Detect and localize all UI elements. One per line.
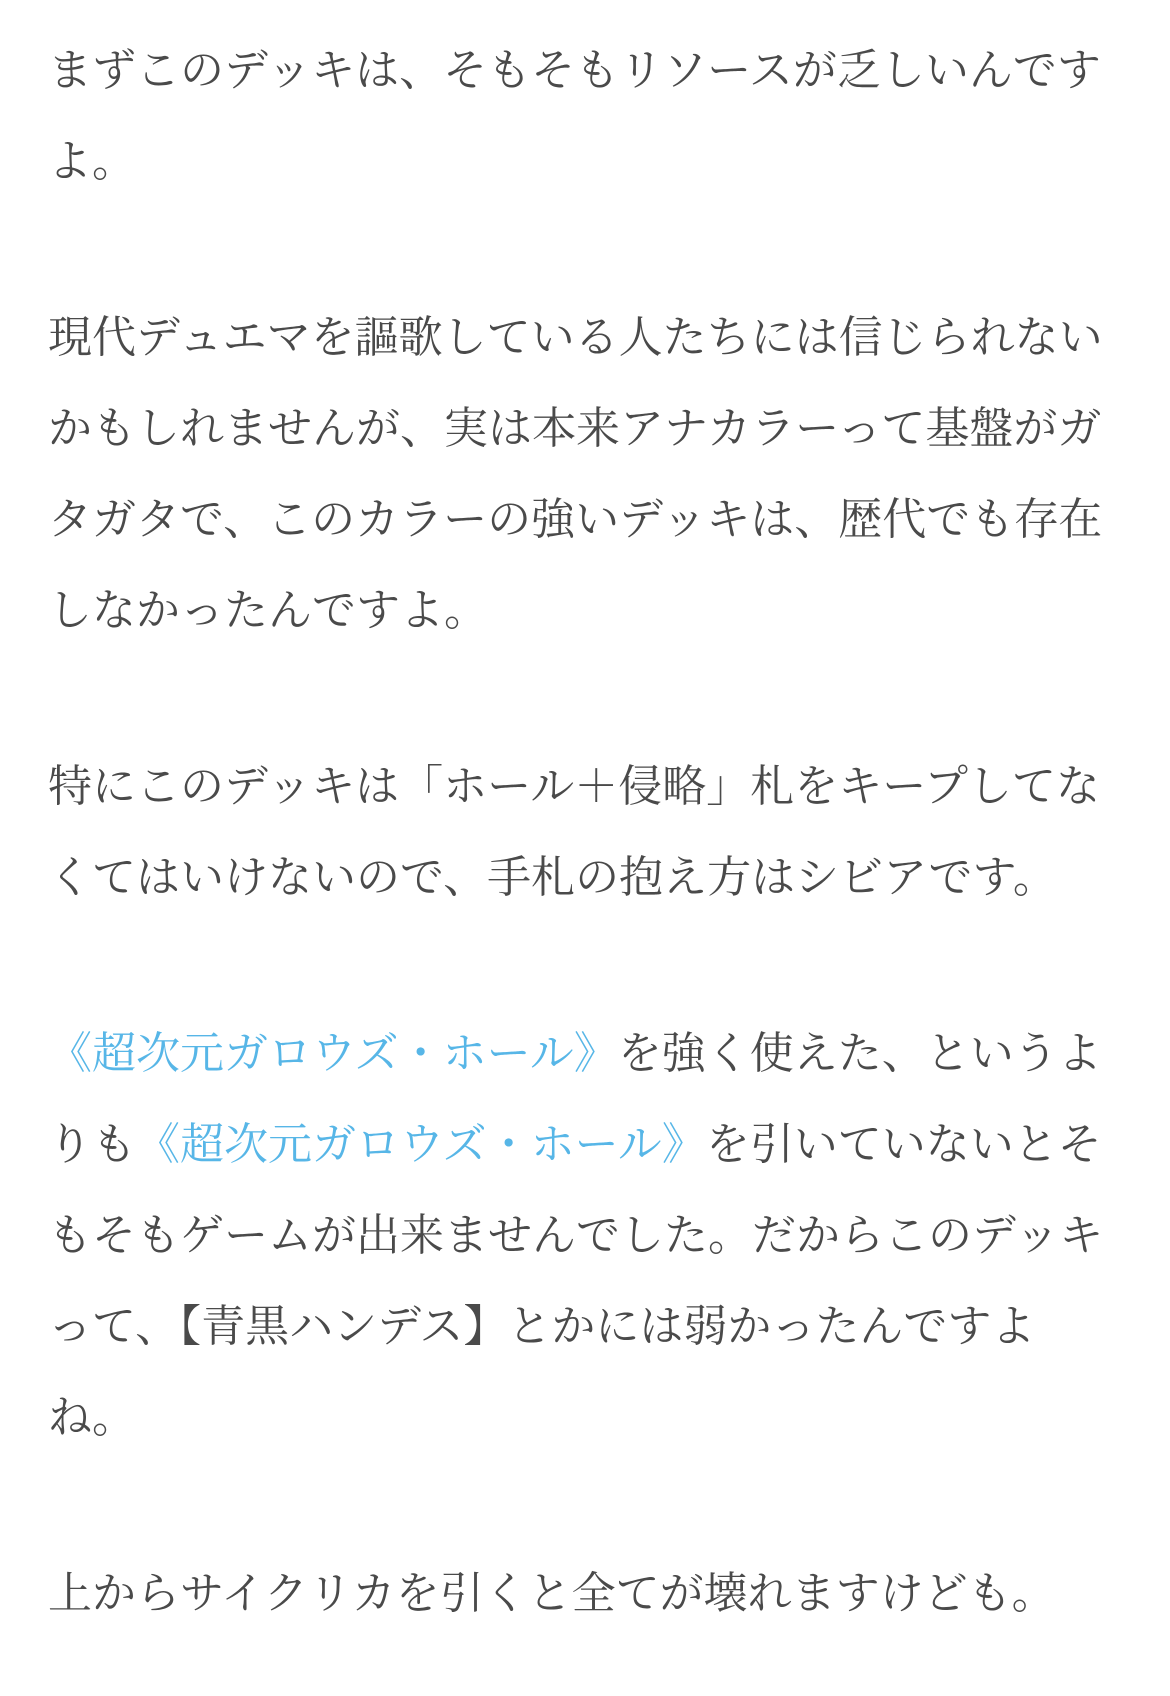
- paragraph-list: [48, 25, 1123, 1639]
- text-run: 特にこのデッキは「ホール＋侵略」札をキープしてなくてはいけないので、手札の抱え方はシビアです。: [48, 762, 1101, 902]
- paragraph: [48, 1548, 1123, 1639]
- paragraph: [48, 292, 1123, 656]
- text-run: を引いていないとそもそもゲームが出来ませんでした。だからこのデッキって、【青黒ハンデス】とかには弱かったんですよね。: [48, 1120, 1104, 1442]
- paragraph: [48, 1008, 1123, 1463]
- card-link[interactable]: 《超次元ガロウズ・ホール》: [48, 1029, 618, 1078]
- text-run: を強く使えた、というよりも: [48, 1029, 1102, 1169]
- text-run: まずこのデッキは、そもそもリソースが乏しいんですよ。: [48, 46, 1101, 186]
- text-run: 上からサイクリカを引くと全てが壊れますけども。: [48, 1569, 1056, 1618]
- card-link[interactable]: 《超次元ガロウズ・ホール》: [136, 1120, 706, 1169]
- paragraph: [48, 741, 1123, 923]
- text-run: 現代デュエマを謳歌している人たちには信じられないかもしれませんが、実は本来アナカラーって基盤がガタガタで、このカラーの強いデッキは、歴代でも存在しなかったんですよ。: [48, 313, 1103, 635]
- paragraph: [48, 25, 1123, 207]
